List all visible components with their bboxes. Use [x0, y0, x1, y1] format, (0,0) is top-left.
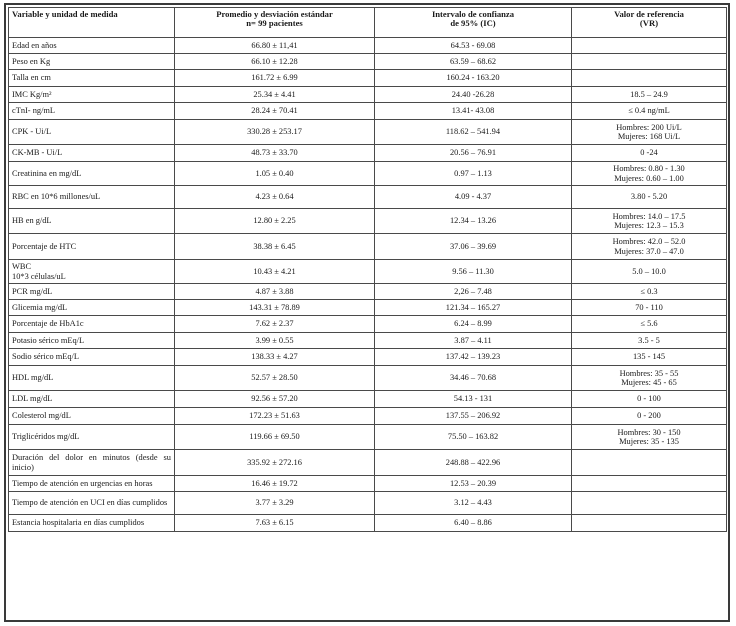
- cell-confidence-interval: 3.12 – 4.43: [375, 492, 572, 515]
- cell-reference-value: [572, 260, 727, 284]
- table-row: [9, 408, 727, 425]
- reference-value-line: Mujeres: 12.3 – 15.3: [614, 221, 684, 230]
- cell-reference-value: [572, 103, 727, 120]
- cell-variable: CK-MB - Ui/L: [9, 145, 175, 162]
- cell-mean-sd: 4.87 ± 3.88: [175, 284, 375, 300]
- cell-mean-sd: 25.34 ± 4.41: [175, 87, 375, 103]
- cell-reference-value: [572, 145, 727, 162]
- cell-confidence-interval: 34.46 – 70.68: [375, 366, 572, 391]
- cell-mean-sd: 335.92 ± 272.16: [175, 450, 375, 476]
- table-row: [9, 391, 727, 408]
- cell-mean-sd: 7.63 ± 6.15: [175, 515, 375, 532]
- table-row: [9, 70, 727, 87]
- table-row: [9, 103, 727, 120]
- cell-variable: Sodio sérico mEq/L: [9, 349, 175, 366]
- cell-confidence-interval: 12.53 – 20.39: [375, 476, 572, 492]
- cell-mean-sd: 330.28 ± 253.17: [175, 120, 375, 145]
- reference-value-line: ≤ 0.4 ng/mL: [628, 106, 670, 116]
- cell-variable: Glicemia mg/dL: [9, 300, 175, 316]
- reference-value-line: 70 - 110: [635, 302, 663, 312]
- table-row: [9, 316, 727, 333]
- table-row: [9, 425, 727, 450]
- reference-value-line: Mujeres: 45 - 65: [621, 378, 677, 387]
- cell-confidence-interval: 37.06 – 39.69: [375, 234, 572, 260]
- table-row: [9, 186, 727, 209]
- cell-mean-sd: 172.23 ± 51.63: [175, 408, 375, 425]
- table-row: [9, 300, 727, 316]
- cell-variable: CPK - Ui/L: [9, 120, 175, 145]
- reference-value-line: ≤ 5.6: [640, 319, 658, 329]
- cell-mean-sd: 3.77 ± 3.29: [175, 492, 375, 515]
- cell-variable: Estancia hospitalaria en días cumplidos: [9, 515, 175, 532]
- reference-value-line: 5.0 – 10.0: [632, 266, 666, 276]
- reference-value-line: Mujeres: 37.0 – 47.0: [614, 246, 684, 256]
- cell-reference-value: [572, 186, 727, 209]
- cell-variable: Tiempo de atención en UCI en días cumplidos: [9, 492, 175, 515]
- header-variable: Variable y unidad de medida: [9, 8, 175, 38]
- cell-confidence-interval: 121.34 – 165.27: [375, 300, 572, 316]
- cell-reference-value: [572, 87, 727, 103]
- reference-value-line: Mujeres: 35 - 135: [619, 437, 679, 446]
- table-row: [9, 284, 727, 300]
- lab-results-table: [8, 7, 727, 532]
- cell-variable: Edad en años: [9, 38, 175, 54]
- cell-confidence-interval: 75.50 – 163.82: [375, 425, 572, 450]
- cell-mean-sd: 138.33 ± 4.27: [175, 349, 375, 366]
- cell-mean-sd: 12.80 ± 2.25: [175, 209, 375, 234]
- cell-reference-value: [572, 70, 727, 87]
- cell-reference-value: [572, 38, 727, 54]
- table-row: [9, 162, 727, 186]
- cell-reference-value: [572, 425, 727, 450]
- cell-variable: LDL mg/dL: [9, 391, 175, 408]
- cell-variable: RBC en 10*6 millones/uL: [9, 186, 175, 209]
- cell-confidence-interval: 9.56 – 11.30: [375, 260, 572, 284]
- table-row: [9, 333, 727, 349]
- reference-value-line: Hombres: 42.0 – 52.0: [612, 237, 686, 247]
- table-body: [9, 38, 727, 532]
- cell-mean-sd: 16.46 ± 19.72: [175, 476, 375, 492]
- reference-value-line: 0 - 200: [637, 411, 661, 421]
- cell-confidence-interval: 54.13 - 131: [375, 391, 572, 408]
- table-row: [9, 54, 727, 70]
- cell-variable: Triglicéridos mg/dL: [9, 425, 175, 450]
- cell-variable: Colesterol mg/dL: [9, 408, 175, 425]
- cell-mean-sd: 4.23 ± 0.64: [175, 186, 375, 209]
- cell-reference-value: [572, 316, 727, 333]
- cell-variable: Talla en cm: [9, 70, 175, 87]
- cell-variable: IMC Kg/m²: [9, 87, 175, 103]
- cell-mean-sd: 38.38 ± 6.45: [175, 234, 375, 260]
- reference-value-line: Mujeres: 168 Ui/L: [617, 132, 681, 141]
- cell-reference-value: [572, 284, 727, 300]
- document-frame: [4, 3, 730, 622]
- cell-variable: Creatinina en mg/dL: [9, 162, 175, 186]
- table-row: [9, 145, 727, 162]
- reference-value-line: ≤ 0.3: [640, 286, 658, 296]
- cell-confidence-interval: 13.41- 43.08: [375, 103, 572, 120]
- table-row: [9, 515, 727, 532]
- table-row: [9, 492, 727, 515]
- cell-confidence-interval: 2,26 – 7.48: [375, 284, 572, 300]
- cell-mean-sd: 66.80 ± 11,41: [175, 38, 375, 54]
- cell-confidence-interval: 0.97 – 1.13: [375, 162, 572, 186]
- cell-variable: Porcentaje de HTC: [9, 234, 175, 260]
- cell-reference-value: [572, 349, 727, 366]
- cell-mean-sd: 66.10 ± 12.28: [175, 54, 375, 70]
- cell-reference-value: [572, 234, 727, 260]
- table-header-row: [9, 8, 727, 38]
- cell-confidence-interval: 248.88 – 422.96: [375, 450, 572, 476]
- cell-mean-sd: 143.31 ± 78.89: [175, 300, 375, 316]
- table-row: [9, 120, 727, 145]
- cell-reference-value: [572, 408, 727, 425]
- cell-reference-value: [572, 120, 727, 145]
- header-reference-value: Valor de referencia (VR): [572, 8, 727, 38]
- cell-confidence-interval: 20.56 – 76.91: [375, 145, 572, 162]
- reference-value-line: 0 -24: [640, 148, 658, 158]
- cell-reference-value: [572, 366, 727, 391]
- cell-confidence-interval: 6.24 – 8.99: [375, 316, 572, 333]
- table-row: [9, 38, 727, 54]
- reference-value-line: Hombres: 35 - 55: [619, 368, 679, 378]
- cell-mean-sd: 28.24 ± 70.41: [175, 103, 375, 120]
- cell-confidence-interval: 137.42 – 139.23: [375, 349, 572, 366]
- table-row: [9, 349, 727, 366]
- cell-reference-value: [572, 333, 727, 349]
- cell-confidence-interval: 160.24 - 163.20: [375, 70, 572, 87]
- cell-confidence-interval: 64.53 - 69.08: [375, 38, 572, 54]
- cell-variable: HB en g/dL: [9, 209, 175, 234]
- cell-confidence-interval: 24.40 -26.28: [375, 87, 572, 103]
- reference-value-line: Hombres: 14.0 – 17.5: [612, 211, 686, 221]
- cell-confidence-interval: 137.55 – 206.92: [375, 408, 572, 425]
- table-row: [9, 450, 727, 476]
- cell-confidence-interval: 4.09 - 4.37: [375, 186, 572, 209]
- cell-variable: Duración del dolor en minutos (desde su inicio): [9, 450, 175, 476]
- reference-value-line: 0 - 100: [637, 394, 661, 404]
- table-row: [9, 260, 727, 284]
- reference-value-line: Mujeres: 0.60 – 1.00: [614, 173, 684, 183]
- cell-reference-value: [572, 515, 727, 532]
- table-row: [9, 476, 727, 492]
- cell-variable: cTnI- ng/mL: [9, 103, 175, 120]
- reference-value-line: 135 - 145: [632, 352, 666, 362]
- cell-mean-sd: 161.72 ± 6.99: [175, 70, 375, 87]
- table-row: [9, 234, 727, 260]
- cell-mean-sd: 1.05 ± 0.40: [175, 162, 375, 186]
- cell-confidence-interval: 63.59 – 68.62: [375, 54, 572, 70]
- cell-confidence-interval: 6.40 – 8.86: [375, 515, 572, 532]
- cell-reference-value: [572, 450, 727, 476]
- cell-reference-value: [572, 476, 727, 492]
- reference-value-line: Hombres: 30 - 150: [617, 427, 681, 437]
- cell-variable: PCR mg/dL: [9, 284, 175, 300]
- cell-mean-sd: 119.66 ± 69.50: [175, 425, 375, 450]
- table-row: [9, 209, 727, 234]
- reference-value-line: 3.80 - 5.20: [630, 192, 668, 202]
- reference-value-line: 18.5 – 24.9: [630, 89, 668, 99]
- cell-reference-value: [572, 492, 727, 515]
- cell-reference-value: [572, 391, 727, 408]
- cell-variable: HDL mg/dL: [9, 366, 175, 391]
- reference-value-line: Hombres: 0.80 - 1.30: [613, 164, 685, 174]
- cell-confidence-interval: 3.87 – 4.11: [375, 333, 572, 349]
- table-row: [9, 87, 727, 103]
- cell-reference-value: [572, 300, 727, 316]
- cell-mean-sd: 3.99 ± 0.55: [175, 333, 375, 349]
- cell-reference-value: [572, 162, 727, 186]
- cell-confidence-interval: 12.34 – 13.26: [375, 209, 572, 234]
- header-confidence-interval: Intervalo de confianza de 95% (IC): [375, 8, 572, 38]
- reference-value-line: Hombres: 200 Ui/L: [616, 122, 682, 132]
- cell-reference-value: [572, 54, 727, 70]
- cell-variable: WBC 10*3 células/uL: [9, 260, 175, 284]
- cell-mean-sd: 7.62 ± 2.37: [175, 316, 375, 333]
- cell-mean-sd: 52.57 ± 28.50: [175, 366, 375, 391]
- cell-mean-sd: 10.43 ± 4.21: [175, 260, 375, 284]
- cell-confidence-interval: 118.62 – 541.94: [375, 120, 572, 145]
- cell-mean-sd: 48.73 ± 33.70: [175, 145, 375, 162]
- cell-mean-sd: 92.56 ± 57.20: [175, 391, 375, 408]
- cell-variable: Potasio sérico mEq/L: [9, 333, 175, 349]
- table-row: [9, 366, 727, 391]
- cell-reference-value: [572, 209, 727, 234]
- cell-variable: Porcentaje de HbA1c: [9, 316, 175, 333]
- header-mean-sd: Promedio y desviación estándar n= 99 pacientes: [175, 8, 375, 38]
- reference-value-line: 3.5 - 5: [638, 335, 660, 345]
- cell-variable: Tiempo de atención en urgencias en horas: [9, 476, 175, 492]
- cell-variable: Peso en Kg: [9, 54, 175, 70]
